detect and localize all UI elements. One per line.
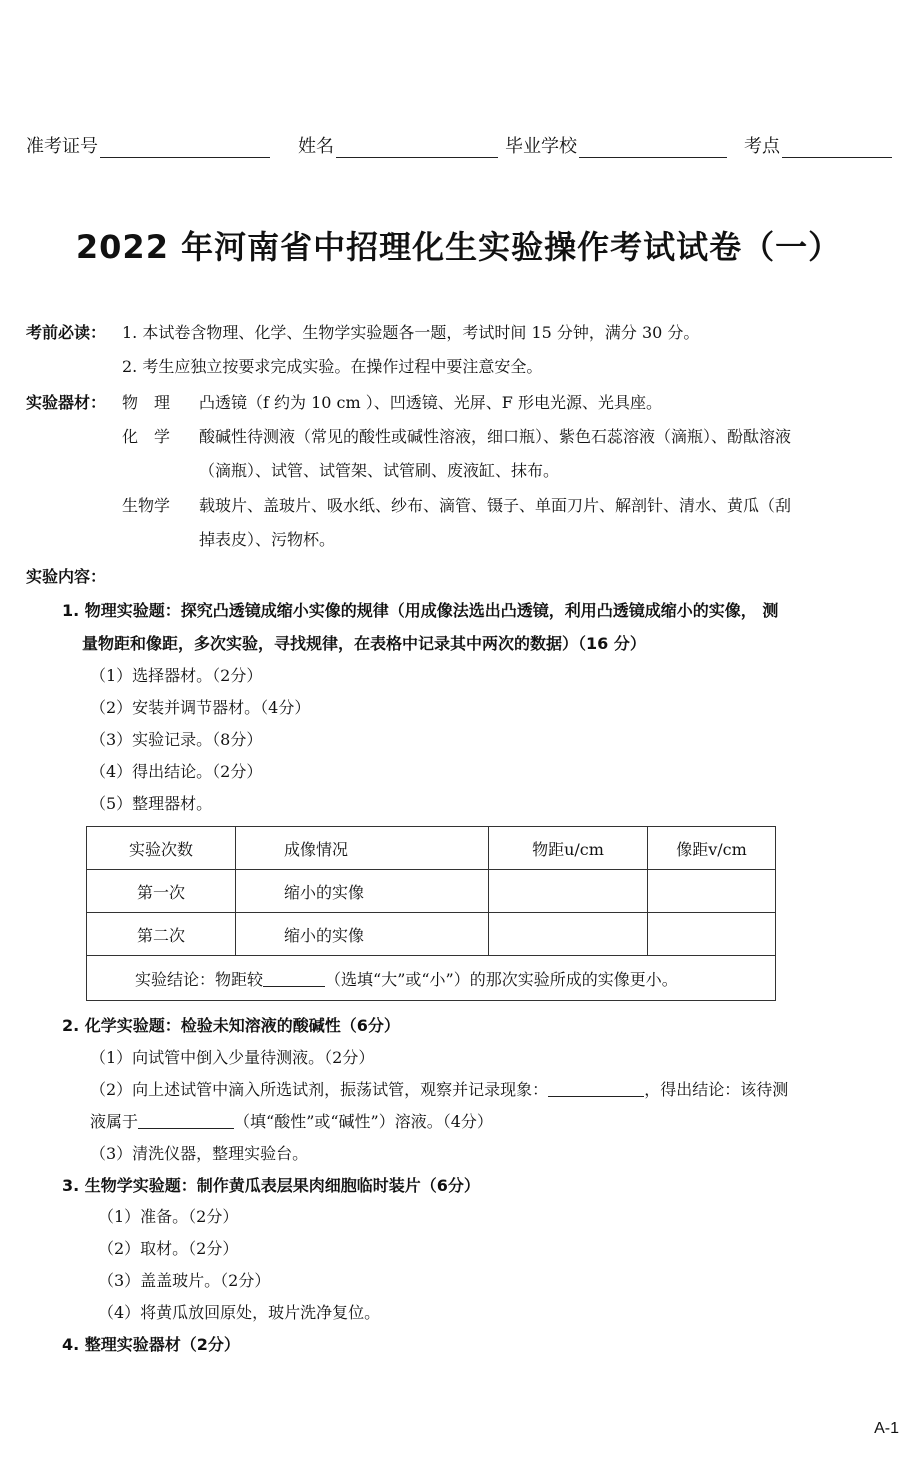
equipment-physics-text: 凸透镜（f 约为 10 cm ）、凹透镜、光屏、F 形电光源、光具座。 (199, 393, 662, 412)
q3-step: （1）准备。（2分） (98, 1207, 239, 1226)
header-label: 准考证号 (26, 136, 98, 157)
q1-step: （3）实验记录。（8分） (90, 730, 263, 749)
table-header-cell: 实验次数 (87, 827, 236, 870)
q4-title: 4. 整理实验器材（2分） (62, 1335, 240, 1354)
content-label: 实验内容： (26, 567, 107, 586)
equipment-physics-label: 物 理 (122, 393, 171, 412)
q1-title-line-1: 1. 物理实验题：探究凸透镜成缩小实像的规律（用成像法选出凸透镜，利用凸透镜成缩小的实像， 测 (62, 601, 779, 620)
q2-step-2-text: 液属于 (90, 1112, 139, 1131)
equipment-label: 实验器材： (26, 393, 107, 412)
fill-line (100, 137, 270, 158)
q2-step-2-line-1 (90, 1077, 788, 1100)
q2-step-2-text: （2）向上述试管中滴入所选试剂，振荡试管，观察并记录现象： (90, 1080, 549, 1099)
table-cell-image-distance (648, 913, 776, 956)
q3-step: （2）取材。（2分） (98, 1239, 239, 1258)
q1-step: （1）选择器材。（2分） (90, 666, 263, 685)
table-header-cell: 成像情况 (236, 827, 489, 870)
table-cell-object-distance (489, 913, 648, 956)
table-conclusion-row (87, 956, 776, 1001)
page-number: A-1 (874, 1420, 899, 1437)
q1-step: （5）整理器材。 (90, 794, 213, 813)
q2-step-3: （3）清洗仪器，整理实验台。 (90, 1144, 309, 1163)
page-title: 2022 年河南省中招理化生实验操作考试试卷（一） (75, 228, 842, 266)
table-header-cell: 物距u/cm (489, 827, 648, 870)
table-header-cell: 像距v/cm (648, 827, 776, 870)
equipment-chemistry-line-1: 酸碱性待测液（常见的酸性或碱性溶液，细口瓶）、紫色石蕊溶液（滴瓶）、酚酞溶液 (199, 427, 792, 446)
fill-line (336, 137, 498, 158)
header-label: 毕业学校 (505, 136, 577, 157)
q3-step: （3）盖盖玻片。（2分） (98, 1271, 271, 1290)
q2-step-2-text: （填“酸性”或“碱性”）溶液。（4分） (234, 1112, 493, 1131)
q2-title: 2. 化学实验题：检验未知溶液的酸碱性（6分） (62, 1016, 400, 1035)
table-header-row (87, 827, 776, 870)
record-table (86, 826, 776, 1001)
q3-step: （4）将黄瓜放回原处，玻片洗净复位。 (98, 1303, 381, 1322)
table-row (87, 870, 776, 913)
q2-step-2-text: ，得出结论：该待测 (644, 1080, 789, 1099)
equipment-chemistry-label: 化 学 (122, 427, 171, 446)
notice-line-1: 1. 本试卷含物理、化学、生物学实验题各一题，考试时间 15 分钟，满分 30 分。 (122, 323, 700, 342)
equipment-biology-line-2: 掉表皮）、污物杯。 (199, 530, 336, 549)
q1-title-line-2: 量物距和像距，多次实验，寻找规律，在表格中记录其中两次的数据）（16 分） (82, 634, 646, 653)
answer-blank (138, 1112, 234, 1129)
table-cell-image-distance (648, 870, 776, 913)
equipment-biology-line-1: 载玻片、盖玻片、吸水纸、纱布、滴管、镊子、单面刀片、解剖针、清水、黄瓜（刮 (199, 496, 792, 515)
q1-step: （2）安装并调节器材。（4分） (90, 698, 311, 717)
table-cell: 缩小的实像 (236, 913, 489, 956)
header-label: 姓名 (298, 136, 334, 157)
table-conclusion-cell (87, 956, 776, 1001)
table-cell: 第一次 (87, 870, 236, 913)
notice-line-2: 2. 考生应独立按要求完成实验。在操作过程中要注意安全。 (122, 357, 543, 376)
fill-line (782, 137, 892, 158)
table-cell-object-distance (489, 870, 648, 913)
q1-step: （4）得出结论。（2分） (90, 762, 263, 781)
header-label: 考点 (744, 136, 780, 157)
table-cell: 缩小的实像 (236, 870, 489, 913)
equipment-chemistry-line-2: （滴瓶）、试管、试管架、试管刷、废液缸、抹布。 (199, 461, 560, 480)
conclusion-text-b: （选填“大”或“小”）的那次实验所成的实像更小。 (325, 969, 678, 989)
header-field-name (298, 132, 498, 158)
table-cell: 第二次 (87, 913, 236, 956)
answer-blank (263, 970, 325, 987)
header-field-exam-site (744, 132, 892, 158)
header-field-school (505, 132, 727, 158)
answer-blank (548, 1080, 644, 1097)
notice-label: 考前必读： (26, 323, 107, 342)
fill-line (579, 137, 727, 158)
table-row (87, 913, 776, 956)
equipment-biology-label: 生物学 (122, 496, 171, 515)
conclusion-text-a: 实验结论：物距较 (135, 969, 264, 989)
q2-step-1: （1）向试管中倒入少量待测液。（2分） (90, 1048, 375, 1067)
q2-step-2-line-2 (90, 1109, 493, 1132)
q3-title: 3. 生物学实验题：制作黄瓜表层果肉细胞临时装片（6分） (62, 1176, 480, 1195)
header-field-admission-number (26, 132, 270, 158)
